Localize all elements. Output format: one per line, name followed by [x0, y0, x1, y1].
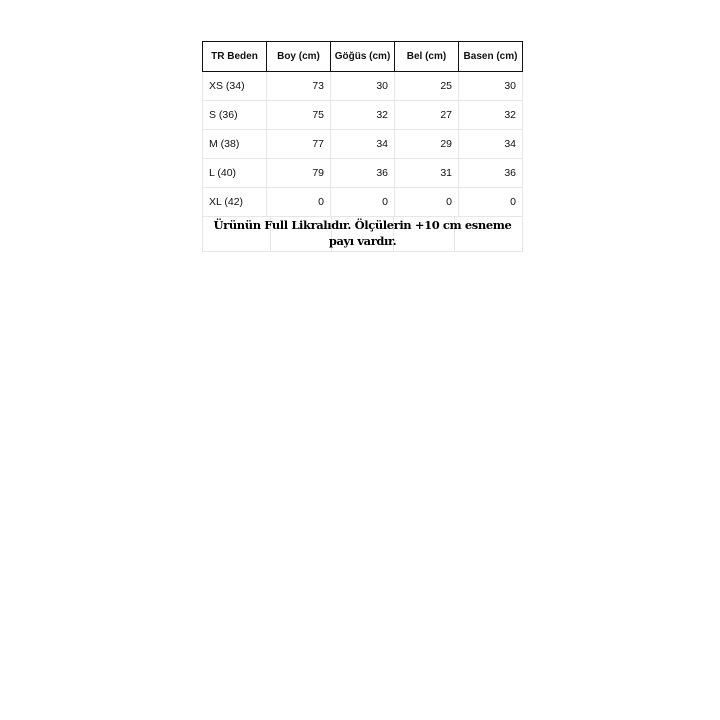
column-header-waist: Bel (cm)	[395, 42, 459, 72]
column-header-size: TR Beden	[203, 42, 267, 72]
chest-cell: 0	[331, 188, 395, 217]
length-cell: 77	[267, 130, 331, 159]
waist-cell: 0	[395, 188, 459, 217]
chest-cell: 30	[331, 72, 395, 101]
waist-cell: 31	[395, 159, 459, 188]
size-table	[202, 41, 523, 252]
waist-cell: 25	[395, 72, 459, 101]
size-label-cell: XS (34)	[203, 72, 267, 101]
hip-cell: 36	[459, 159, 523, 188]
table-row	[203, 72, 523, 101]
chest-cell: 36	[331, 159, 395, 188]
waist-cell: 27	[395, 101, 459, 130]
table-header-row	[203, 42, 523, 72]
note-row	[203, 217, 523, 252]
table-row	[203, 159, 523, 188]
length-cell: 75	[267, 101, 331, 130]
length-cell: 73	[267, 72, 331, 101]
table-row	[203, 101, 523, 130]
waist-cell: 29	[395, 130, 459, 159]
note-wrapper	[209, 217, 516, 251]
length-cell: 0	[267, 188, 331, 217]
note-cell	[203, 217, 523, 252]
stretch-note: Ürünün Full Likralıdır. Ölçülerin +10 cm esneme payı vardır.	[213, 218, 512, 248]
size-label-cell: S (36)	[203, 101, 267, 130]
hip-cell: 0	[459, 188, 523, 217]
hip-cell: 34	[459, 130, 523, 159]
size-chart	[202, 41, 522, 252]
size-label-cell: XL (42)	[203, 188, 267, 217]
hip-cell: 30	[459, 72, 523, 101]
hip-cell: 32	[459, 101, 523, 130]
size-label-cell: L (40)	[203, 159, 267, 188]
length-cell: 79	[267, 159, 331, 188]
column-header-chest: Göğüs (cm)	[331, 42, 395, 72]
column-header-hip: Basen (cm)	[459, 42, 523, 72]
chest-cell: 32	[331, 101, 395, 130]
table-row	[203, 130, 523, 159]
size-label-cell: M (38)	[203, 130, 267, 159]
chest-cell: 34	[331, 130, 395, 159]
table-row	[203, 188, 523, 217]
column-header-length: Boy (cm)	[267, 42, 331, 72]
